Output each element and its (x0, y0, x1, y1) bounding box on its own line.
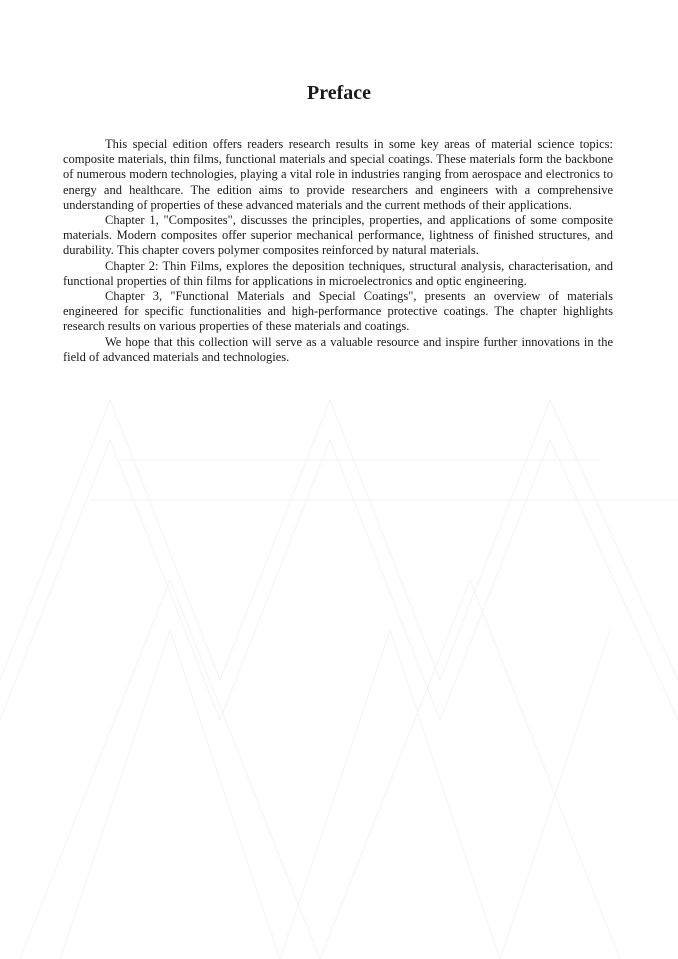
preface-body (63, 137, 613, 365)
paragraph-closing: We hope that this collection will serve as a valuable resource and inspire further innovations in the field of advanced materials and technologies. (63, 334, 613, 364)
paragraph-chapter-1: Chapter 1, "Composites", discusses the principles, properties, and applications of some composite materials. Modern composites offer superior mechanical performance, lightness of finished structures, and durability. This chapter covers polymer composites reinforced by natural materials. (63, 213, 613, 258)
paragraph-chapter-2: Chapter 2: Thin Films, explores the deposition techniques, structural analysis, characterisation, and functional properties of thin films for applications in microelectronics and optic engineering. (63, 258, 613, 288)
page-title: Preface (306, 82, 372, 104)
background-watermark-pattern (0, 380, 678, 959)
paragraph-intro: This special edition offers readers research results in some key areas of material science topics: composite materials, thin films, functional materials and special coatings. These materials form the backbone of numerous modern technologies, playing a vital role in industries ranging from aerospace and electronics to energy and healthcare. The edition aims to provide researchers and engineers with a comprehensive understanding of properties of these advanced materials and the current methods of their applications. (63, 137, 613, 212)
paragraph-chapter-3: Chapter 3, "Functional Materials and Special Coatings", presents an overview of materials engineered for specific functionalities and high-performance protective coatings. The chapter highlights research results on various properties of these materials and coatings. (63, 289, 613, 334)
